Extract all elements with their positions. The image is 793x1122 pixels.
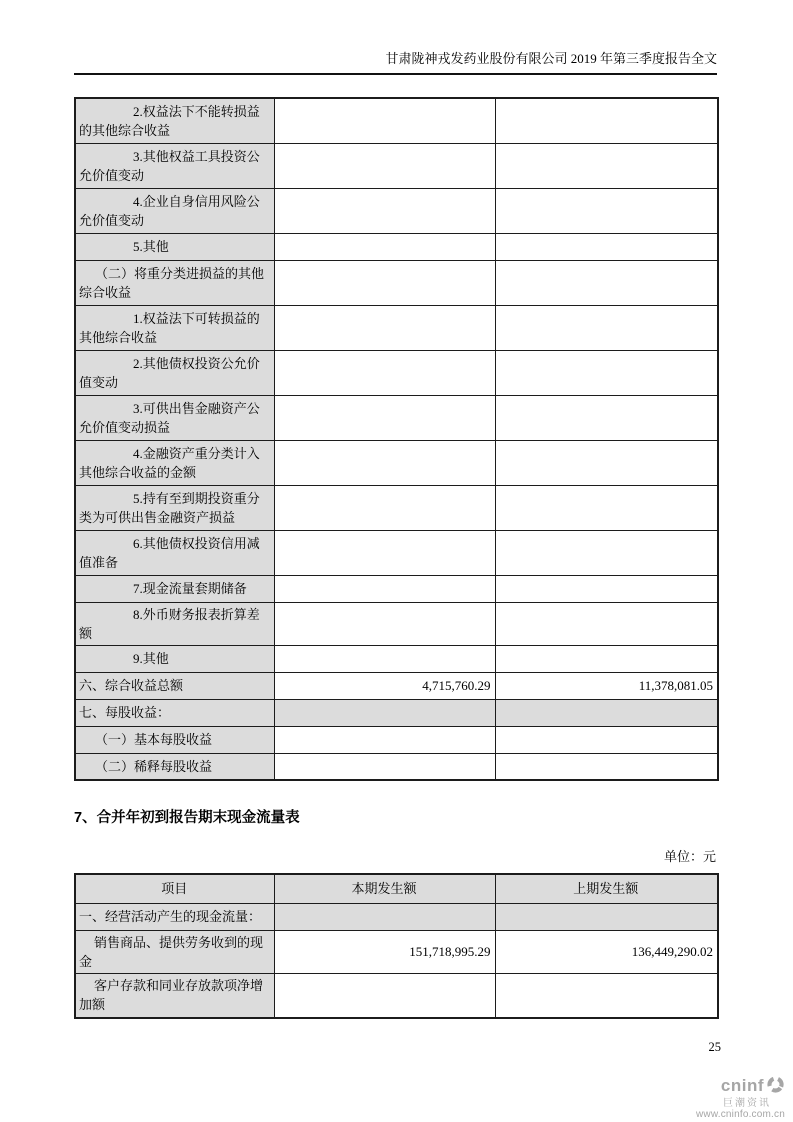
row-label-cell: 2.其他债权投资公允价值变动 bbox=[75, 350, 274, 395]
table-row bbox=[75, 350, 718, 395]
prior-amount-cell bbox=[495, 699, 718, 726]
row-label-cell: 六、综合收益总额 bbox=[75, 672, 274, 699]
cash-flow-header-row bbox=[75, 874, 718, 903]
row-label-cell: （一）基本每股收益 bbox=[75, 726, 274, 753]
row-label-cell: 2.权益法下不能转损益的其他综合收益 bbox=[75, 98, 274, 143]
prior-amount-cell bbox=[495, 395, 718, 440]
row-label-cell: 4.企业自身信用风险公允价值变动 bbox=[75, 188, 274, 233]
row-label-cell: 5.其他 bbox=[75, 233, 274, 260]
row-label-cell: 七、每股收益： bbox=[75, 699, 274, 726]
row-label-cell: 6.其他债权投资信用减值准备 bbox=[75, 530, 274, 575]
current-amount-cell bbox=[274, 395, 495, 440]
current-amount-cell bbox=[274, 726, 495, 753]
table-row bbox=[75, 260, 718, 305]
table-row bbox=[75, 395, 718, 440]
table-row bbox=[75, 440, 718, 485]
cash-flow-table-body bbox=[75, 903, 718, 1018]
current-amount-cell bbox=[274, 973, 495, 1018]
current-amount-cell: 4,715,760.29 bbox=[274, 672, 495, 699]
current-amount-cell bbox=[274, 903, 495, 930]
prior-amount-cell bbox=[495, 903, 718, 930]
prior-amount-cell bbox=[495, 233, 718, 260]
current-amount-cell bbox=[274, 753, 495, 780]
table-row bbox=[75, 188, 718, 233]
cninfo-url: www.cninfo.com.cn bbox=[696, 1108, 785, 1120]
current-amount-cell bbox=[274, 260, 495, 305]
prior-amount-cell bbox=[495, 98, 718, 143]
row-label-cell: 客户存款和同业存放款项净增加额 bbox=[75, 973, 274, 1018]
cash-flow-table bbox=[74, 873, 719, 1019]
table-row bbox=[75, 903, 718, 930]
prior-amount-cell bbox=[495, 485, 718, 530]
row-label-cell: 7.现金流量套期储备 bbox=[75, 575, 274, 602]
row-label-cell: 3.其他权益工具投资公允价值变动 bbox=[75, 143, 274, 188]
current-amount-cell bbox=[274, 143, 495, 188]
row-label-cell: （二）将重分类进损益的其他综合收益 bbox=[75, 260, 274, 305]
column-header: 上期发生额 bbox=[495, 874, 718, 903]
row-label-cell: 销售商品、提供劳务收到的现金 bbox=[75, 930, 274, 973]
current-amount-cell bbox=[274, 645, 495, 672]
table-row bbox=[75, 98, 718, 143]
current-amount-cell bbox=[274, 305, 495, 350]
table-row bbox=[75, 602, 718, 645]
current-amount-cell bbox=[274, 350, 495, 395]
table-row bbox=[75, 672, 718, 699]
table-row bbox=[75, 233, 718, 260]
prior-amount-cell bbox=[495, 602, 718, 645]
row-label-cell: 3.可供出售金融资产公允价值变动损益 bbox=[75, 395, 274, 440]
column-header: 本期发生额 bbox=[274, 874, 495, 903]
current-amount-cell bbox=[274, 440, 495, 485]
cninfo-brand-text: cninf bbox=[720, 1076, 764, 1096]
table-row bbox=[75, 973, 718, 1018]
prior-amount-cell bbox=[495, 645, 718, 672]
row-label-cell: 1.权益法下可转损益的其他综合收益 bbox=[75, 305, 274, 350]
column-header: 项目 bbox=[75, 874, 274, 903]
prior-amount-cell: 11,378,081.05 bbox=[495, 672, 718, 699]
table-row bbox=[75, 930, 718, 973]
unit-label: 单位：元 bbox=[663, 849, 716, 864]
current-amount-cell: 151,718,995.29 bbox=[274, 930, 495, 973]
table-row bbox=[75, 143, 718, 188]
prior-amount-cell bbox=[495, 143, 718, 188]
prior-amount-cell bbox=[495, 440, 718, 485]
cninfo-chinese-name: 巨潮资讯 bbox=[723, 1097, 771, 1109]
row-label-cell: 5.持有至到期投资重分类为可供出售金融资产损益 bbox=[75, 485, 274, 530]
table-row bbox=[75, 753, 718, 780]
prior-amount-cell bbox=[495, 530, 718, 575]
row-label-cell: 一、经营活动产生的现金流量： bbox=[75, 903, 274, 930]
row-label-cell: （二）稀释每股收益 bbox=[75, 753, 274, 780]
table-row bbox=[75, 699, 718, 726]
table-row bbox=[75, 575, 718, 602]
prior-amount-cell bbox=[495, 973, 718, 1018]
prior-amount-cell bbox=[495, 305, 718, 350]
current-amount-cell bbox=[274, 575, 495, 602]
table-row bbox=[75, 645, 718, 672]
table-row bbox=[75, 305, 718, 350]
prior-amount-cell bbox=[495, 726, 718, 753]
prior-amount-cell: 136,449,290.02 bbox=[495, 930, 718, 973]
current-amount-cell bbox=[274, 530, 495, 575]
section-title: 7、合并年初到报告期末现金流量表 bbox=[74, 810, 300, 826]
table-row bbox=[75, 485, 718, 530]
current-amount-cell bbox=[274, 233, 495, 260]
row-label-cell: 4.金融资产重分类计入其他综合收益的金额 bbox=[75, 440, 274, 485]
current-amount-cell bbox=[274, 98, 495, 143]
document-header-title: 甘肃陇神戎发药业股份有限公司 2019 年第三季度报告全文 bbox=[74, 50, 717, 75]
prior-amount-cell bbox=[495, 188, 718, 233]
cninfo-swirl-icon bbox=[766, 1076, 785, 1098]
table-row bbox=[75, 726, 718, 753]
comprehensive-income-table-body bbox=[75, 98, 718, 780]
row-label-cell: 9.其他 bbox=[75, 645, 274, 672]
table-row bbox=[75, 530, 718, 575]
prior-amount-cell bbox=[495, 260, 718, 305]
comprehensive-income-table bbox=[74, 97, 719, 781]
current-amount-cell bbox=[274, 485, 495, 530]
prior-amount-cell bbox=[495, 753, 718, 780]
current-amount-cell bbox=[274, 602, 495, 645]
row-label-cell: 8.外币财务报表折算差额 bbox=[75, 602, 274, 645]
prior-amount-cell bbox=[495, 575, 718, 602]
current-amount-cell bbox=[274, 188, 495, 233]
cninfo-logo bbox=[689, 1076, 785, 1120]
current-amount-cell bbox=[274, 699, 495, 726]
page-number: 25 bbox=[708, 1040, 721, 1054]
prior-amount-cell bbox=[495, 350, 718, 395]
